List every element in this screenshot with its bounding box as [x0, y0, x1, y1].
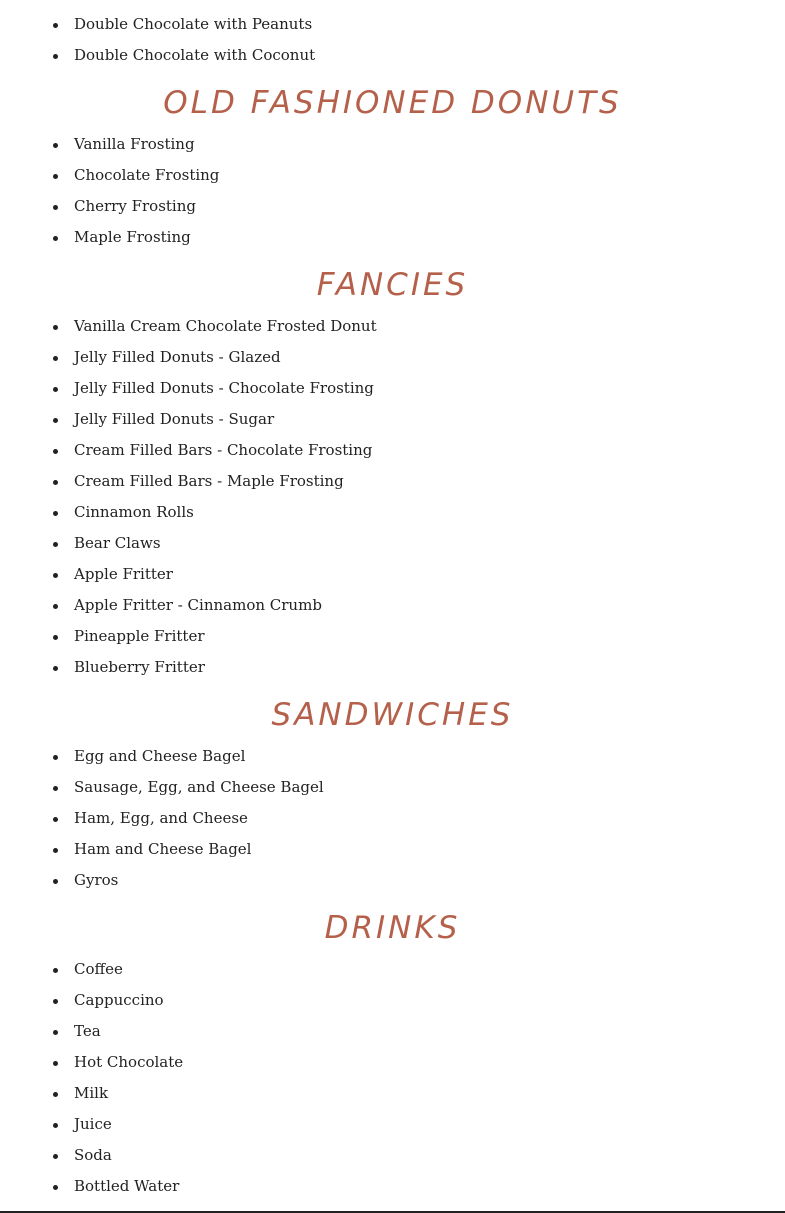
bullet-icon: [53, 573, 58, 578]
list-item-label: Jelly Filled Donuts - Chocolate Frosting: [74, 379, 374, 397]
list-item: [0, 1016, 785, 1047]
bullet-icon: [53, 817, 58, 822]
list-item: [0, 528, 785, 559]
list-item-label: Bear Claws: [74, 534, 161, 552]
intro-list: [0, 9, 785, 71]
bullet-icon: [53, 1185, 58, 1190]
bullet-icon: [53, 666, 58, 671]
list-item-label: Cream Filled Bars - Maple Frosting: [74, 472, 344, 490]
list-item-label: Juice: [74, 1115, 112, 1133]
list-item-label: Ham, Egg, and Cheese: [74, 809, 248, 827]
list-item: [0, 772, 785, 803]
bullet-icon: [53, 635, 58, 640]
section-title-sandwiches: SANDWICHES: [271, 697, 514, 733]
list-item: [0, 435, 785, 466]
bullet-icon: [53, 604, 58, 609]
bullet-icon: [53, 542, 58, 547]
bullet-icon: [53, 480, 58, 485]
list-item: [0, 160, 785, 191]
list-item-label: Milk: [74, 1084, 109, 1102]
list-item: [0, 404, 785, 435]
bullet-icon: [53, 449, 58, 454]
drinks-list: [0, 954, 785, 1202]
bullet-icon: [53, 848, 58, 853]
old-fashioned-donuts-list: [0, 129, 785, 253]
bullet-icon: [53, 174, 58, 179]
list-item: [0, 497, 785, 528]
list-item: [0, 40, 785, 71]
list-item-label: Maple Frosting: [74, 228, 191, 246]
list-item: [0, 222, 785, 253]
list-item: [0, 954, 785, 985]
sandwiches-list: [0, 741, 785, 896]
list-item: [0, 9, 785, 40]
list-item-label: Apple Fritter - Cinnamon Crumb: [74, 596, 322, 614]
list-item-label: Jelly Filled Donuts - Sugar: [74, 410, 275, 428]
list-item-label: Chocolate Frosting: [74, 166, 220, 184]
bullet-icon: [53, 1030, 58, 1035]
bullet-icon: [53, 511, 58, 516]
list-item: [0, 466, 785, 497]
bullet-icon: [53, 1061, 58, 1066]
list-item-label: Egg and Cheese Bagel: [74, 747, 246, 765]
list-item-label: Sausage, Egg, and Cheese Bagel: [74, 778, 324, 796]
list-item-label: Hot Chocolate: [74, 1053, 184, 1071]
list-item-label: Vanilla Cream Chocolate Frosted Donut: [74, 317, 377, 335]
list-item-label: Cream Filled Bars - Chocolate Frosting: [74, 441, 373, 459]
list-item: [0, 621, 785, 652]
bullet-icon: [53, 143, 58, 148]
list-item: [0, 1047, 785, 1078]
bullet-icon: [53, 1123, 58, 1128]
list-item: [0, 1171, 785, 1202]
bullet-icon: [53, 755, 58, 760]
section-title-fancies: FANCIES: [316, 267, 469, 303]
bullet-icon: [53, 23, 58, 28]
list-item: [0, 590, 785, 621]
list-item-label: Cappuccino: [74, 991, 164, 1009]
list-item-label: Apple Fritter: [74, 565, 173, 583]
bullet-icon: [53, 968, 58, 973]
bullet-icon: [53, 418, 58, 423]
list-item: [0, 865, 785, 896]
list-item-label: Cherry Frosting: [74, 197, 196, 215]
bullet-icon: [53, 236, 58, 241]
list-item-label: Bottled Water: [74, 1177, 180, 1195]
bullet-icon: [53, 387, 58, 392]
bullet-icon: [53, 1092, 58, 1097]
list-item: [0, 191, 785, 222]
list-item: [0, 1078, 785, 1109]
list-item-label: Cinnamon Rolls: [74, 503, 194, 521]
list-item-label: Ham and Cheese Bagel: [74, 840, 252, 858]
list-item-label: Soda: [74, 1146, 112, 1164]
list-item-label: Vanilla Frosting: [74, 135, 195, 153]
bullet-icon: [53, 54, 58, 59]
list-item-label: Double Chocolate with Coconut: [74, 46, 316, 64]
list-item-label: Jelly Filled Donuts - Glazed: [74, 348, 281, 366]
list-item: [0, 311, 785, 342]
list-item: [0, 985, 785, 1016]
list-item: [0, 1140, 785, 1171]
bullet-icon: [53, 356, 58, 361]
list-item: [0, 1109, 785, 1140]
section-title-old-fashioned-donuts: OLD FASHIONED DONUTS: [163, 85, 622, 121]
list-item-label: Blueberry Fritter: [74, 658, 205, 676]
bullet-icon: [53, 999, 58, 1004]
bullet-icon: [53, 786, 58, 791]
fancies-list: [0, 311, 785, 683]
list-item: [0, 373, 785, 404]
bullet-icon: [53, 205, 58, 210]
list-item-label: Pineapple Fritter: [74, 627, 205, 645]
list-item: [0, 559, 785, 590]
list-item: [0, 803, 785, 834]
bullet-icon: [53, 1154, 58, 1159]
list-item-label: Tea: [74, 1022, 101, 1040]
list-item: [0, 652, 785, 683]
section-title-drinks: DRINKS: [324, 910, 461, 946]
list-item-label: Gyros: [74, 871, 119, 889]
list-item: [0, 834, 785, 865]
bullet-icon: [53, 879, 58, 884]
list-item: [0, 342, 785, 373]
list-item: [0, 741, 785, 772]
list-item-label: Coffee: [74, 960, 123, 978]
list-item: [0, 129, 785, 160]
list-item-label: Double Chocolate with Peanuts: [74, 15, 313, 33]
bullet-icon: [53, 325, 58, 330]
